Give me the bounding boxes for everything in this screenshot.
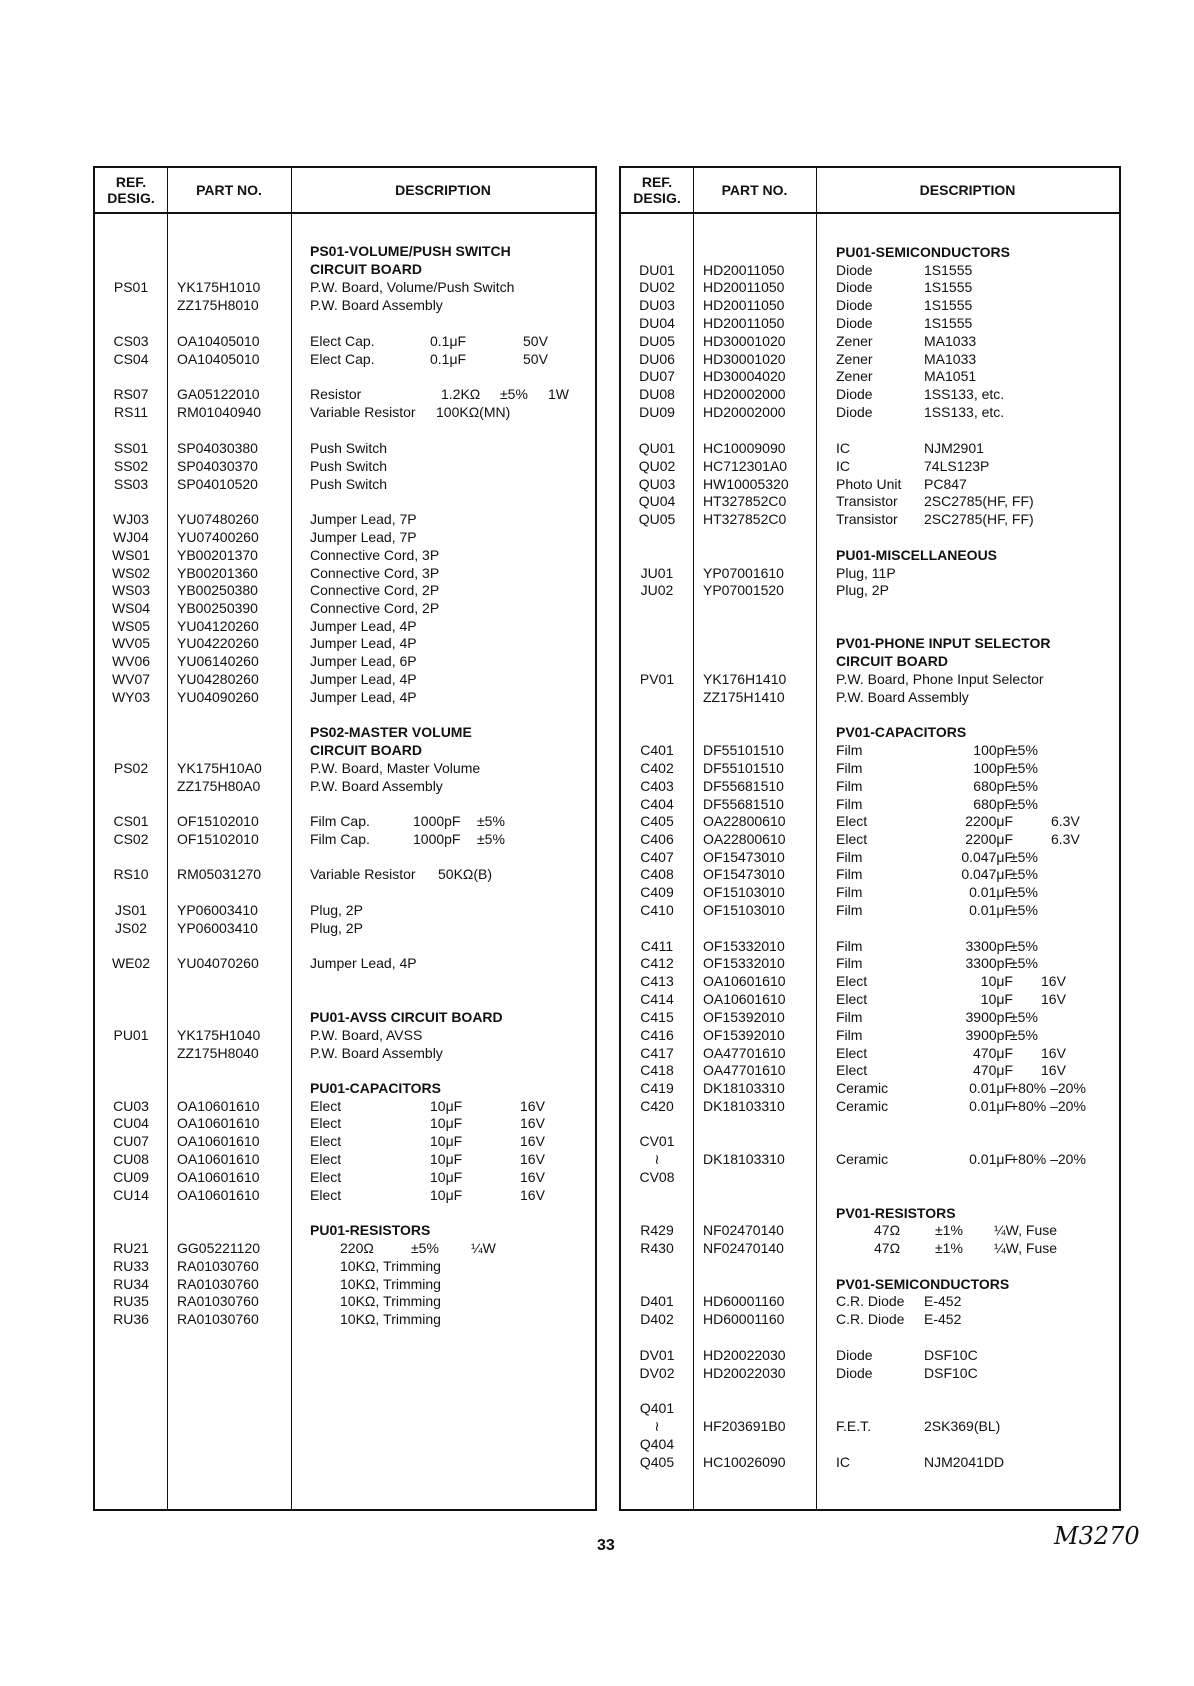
table-row: C410 OF15103010 Film 0.01μF ±5%: [640, 902, 1038, 918]
part-no-header: PART NO.: [196, 182, 262, 198]
table-row: PS02 YK175H10A0 P.W. Board, Master Volume: [113, 760, 481, 776]
section-heading: PS02-MASTER VOLUME: [310, 724, 472, 740]
section-heading: PS01-VOLUME/PUSH SWITCH: [310, 243, 511, 259]
table-row: C409 OF15103010 Film 0.01μF ±5%: [640, 884, 1038, 900]
section-heading: PU01-MISCELLANEOUS: [836, 547, 998, 563]
table-row: C414 OA10601610 Elect 10μF 16V: [640, 991, 1066, 1007]
table-row: C415 OF15392010 Film 3900pF ±5%: [640, 1009, 1038, 1025]
table-row: CU07 OA10601610 Elect 10μF 16V: [113, 1133, 545, 1149]
table-row: DU08 HD20002000 Diode 1SS133, etc.: [639, 386, 1005, 402]
table-row: C411 OF15332010 Film 3300pF ±5%: [640, 938, 1038, 954]
section-heading: CIRCUIT BOARD: [310, 742, 422, 758]
table-row: C403 DF55681510 Film 680pF ±5%: [640, 778, 1038, 794]
table-row: C406 OA22800610 Elect 2200μF 6.3V: [640, 831, 1080, 847]
table-row: D402 HD60001160 C.R. Diode E-452: [640, 1311, 962, 1327]
table-row: R430 NF02470140 47Ω ±1% ¼W, Fuse: [640, 1240, 1058, 1256]
table-row: WS02 YB00201360 Connective Cord, 3P: [111, 565, 440, 581]
right-parts-table: [619, 166, 1121, 1511]
table-row: CS01 OF15102010 Film Cap. 1000pF ±5%: [113, 813, 505, 829]
table-row: RU36 RA01030760 10KΩ, Trimming: [113, 1311, 441, 1327]
handwritten-note: M3270: [1054, 1522, 1140, 1550]
table-row: SS02 SP04030370 Push Switch: [113, 458, 388, 474]
table-row: CV08: [639, 1169, 675, 1185]
table-row: C405 OA22800610 Elect 2200μF 6.3V: [640, 813, 1080, 829]
table-row: CU09 OA10601610 Elect 10μF 16V: [113, 1169, 545, 1185]
table-row: WV07 YU04280260 Jumper Lead, 4P: [111, 671, 417, 687]
left-table-header: [95, 168, 595, 214]
section-heading: PU01-RESISTORS: [310, 1222, 431, 1238]
table-row: WV05 YU04220260 Jumper Lead, 4P: [111, 635, 417, 651]
table-row: JS02 YP06003410 Plug, 2P: [115, 920, 363, 936]
table-row: QU01 HC10009090 IC NJM2901: [638, 440, 984, 456]
table-row: DU01 HD20011050 Diode 1S1555: [639, 262, 973, 278]
table-row: C408 OF15473010 Film 0.047μF ±5%: [640, 866, 1038, 882]
table-row: WE02 YU04070260 Jumper Lead, 4P: [111, 955, 417, 971]
table-row: C418 OA47701610 Elect 470μF 16V: [640, 1062, 1066, 1078]
section-heading: CIRCUIT BOARD: [836, 653, 948, 669]
table-row: C419 DK18103310 Ceramic 0.01μF +80% –20%: [640, 1080, 1086, 1096]
table-row: D401 HD60001160 C.R. Diode E-452: [640, 1293, 962, 1309]
section-heading: PV01-RESISTORS: [836, 1205, 956, 1221]
table-row: JS01 YP06003410 Plug, 2P: [115, 902, 363, 918]
table-row: ZZ175H8010 P.W. Board Assembly: [177, 297, 443, 313]
table-row: WS04 YB00250390 Connective Cord, 2P: [111, 600, 440, 616]
table-row: PV01 YK176H1410 P.W. Board, Phone Input Selector: [639, 671, 1044, 687]
table-row: RU21 GG05221120 220Ω ±5% ¼W: [113, 1240, 496, 1256]
range-tilde-icon: ≀: [654, 1151, 660, 1167]
table-row: C416 OF15392010 Film 3900pF ±5%: [640, 1027, 1038, 1043]
part-no-header: PART NO.: [721, 182, 788, 198]
table-row: WS01 YB00201370 Connective Cord, 3P: [111, 547, 440, 563]
table-row: Q404: [639, 1436, 675, 1452]
table-row: DU02 HD20011050 Diode 1S1555: [639, 279, 973, 295]
description-header: DESCRIPTION: [919, 182, 1016, 198]
table-row: ZZ175H80A0 P.W. Board Assembly: [177, 778, 443, 794]
table-row: WJ03 YU07480260 Jumper Lead, 7P: [113, 511, 417, 527]
table-row: RS10 RM05031270 Variable Resistor 50KΩ(B): [113, 866, 493, 882]
section-heading: PU01-AVSS CIRCUIT BOARD: [310, 1009, 503, 1025]
table-row: DU07 HD30004020 Zener MA1051: [639, 368, 977, 384]
table-row: Q401: [639, 1400, 675, 1416]
table-row: JU02 YP07001520 Plug, 2P: [640, 582, 889, 598]
table-row: PU01 YK175H1040 P.W. Board, AVSS: [113, 1027, 423, 1043]
table-row: QU03 HW10005320 Photo Unit PC847: [638, 476, 967, 492]
table-row: DU05 HD30001020 Zener MA1033: [639, 333, 977, 349]
table-row: WV06 YU06140260 Jumper Lead, 6P: [111, 653, 417, 669]
section-heading: PV01-PHONE INPUT SELECTOR: [836, 635, 1051, 651]
table-row: WS03 YB00250380 Connective Cord, 2P: [111, 582, 440, 598]
table-row: DU09 HD20002000 Diode 1SS133, etc.: [639, 404, 1005, 420]
table-row: C420 DK18103310 Ceramic 0.01μF +80% –20%: [640, 1098, 1086, 1114]
table-row: C407 OF15473010 Film 0.047μF ±5%: [640, 849, 1038, 865]
page-number: 33: [597, 1537, 615, 1554]
left-parts-table: [93, 166, 597, 1511]
section-heading: CIRCUIT BOARD: [310, 261, 422, 277]
table-row: CS04 OA10405010 Elect Cap. 0.1μF 50V: [113, 351, 548, 367]
table-row: RU34 RA01030760 10KΩ, Trimming: [113, 1276, 441, 1292]
table-row: WS05 YU04120260 Jumper Lead, 4P: [111, 618, 417, 634]
table-row: ZZ175H1410 P.W. Board Assembly: [703, 689, 969, 705]
table-row: CU14 OA10601610 Elect 10μF 16V: [113, 1187, 545, 1203]
table-row: QU02 HC712301A0 IC 74LS123P: [638, 458, 990, 474]
table-row: SS01 SP04030380 Push Switch: [113, 440, 388, 456]
table-row: ≀ HF203691B0 F.E.T. 2SK369(BL): [621, 1418, 1119, 1436]
table-row: RU33 RA01030760 10KΩ, Trimming: [113, 1258, 441, 1274]
table-row: QU05 HT327852C0 Transistor 2SC2785(HF, FF): [638, 511, 1034, 527]
ref-desig-header: REF. DESIG.: [633, 174, 681, 206]
table-row: Q405 HC10026090 IC NJM2041DD: [639, 1454, 1005, 1470]
table-row: CS03 OA10405010 Elect Cap. 0.1μF 50V: [113, 333, 548, 349]
table-row: CV01: [639, 1133, 675, 1149]
table-row: C402 DF55101510 Film 100pF ±5%: [640, 760, 1038, 776]
table-row: CU08 OA10601610 Elect 10μF 16V: [113, 1151, 545, 1167]
table-row: CU04 OA10601610 Elect 10μF 16V: [113, 1115, 545, 1131]
section-heading: PU01-SEMICONDUCTORS: [836, 244, 1010, 260]
table-row: JU01 YP07001610 Plug, 11P: [640, 565, 896, 581]
table-row: RS11 RM01040940 Variable Resistor 100KΩ(MN): [114, 404, 511, 420]
table-row: DU03 HD20011050 Diode 1S1555: [639, 297, 973, 313]
right-table-header: [621, 168, 1119, 214]
table-row: DU04 HD20011050 Diode 1S1555: [639, 315, 973, 331]
table-row: C413 OA10601610 Elect 10μF 16V: [640, 973, 1066, 989]
ref-desig-header: REF. DESIG.: [107, 174, 155, 206]
table-row: DV01 HD20022030 Diode DSF10C: [639, 1347, 978, 1363]
section-heading: PV01-SEMICONDUCTORS: [836, 1276, 1010, 1292]
table-row: RS07 GA05122010 Resistor 1.2KΩ ±5% 1W: [113, 386, 569, 402]
table-row: C417 OA47701610 Elect 470μF 16V: [640, 1045, 1066, 1061]
table-row: CS02 OF15102010 Film Cap. 1000pF ±5%: [113, 831, 505, 847]
table-row: SS03 SP04010520 Push Switch: [113, 476, 388, 492]
table-row: RU35 RA01030760 10KΩ, Trimming: [113, 1293, 441, 1309]
table-row: C404 DF55681510 Film 680pF ±5%: [640, 796, 1038, 812]
table-row: C412 OF15332010 Film 3300pF ±5%: [640, 955, 1038, 971]
table-row: WJ04 YU07400260 Jumper Lead, 7P: [113, 529, 417, 545]
section-heading: PV01-CAPACITORS: [836, 724, 967, 740]
table-row: ZZ175H8040 P.W. Board Assembly: [177, 1045, 443, 1061]
table-row: DV02 HD20022030 Diode DSF10C: [639, 1365, 978, 1381]
table-row: QU04 HT327852C0 Transistor 2SC2785(HF, FF): [638, 493, 1034, 509]
table-row: WY03 YU04090260 Jumper Lead, 4P: [111, 689, 417, 705]
table-row: C401 DF55101510 Film 100pF ±5%: [640, 742, 1038, 758]
table-row: R429 NF02470140 47Ω ±1% ¼W, Fuse: [640, 1222, 1058, 1238]
section-heading: PU01-CAPACITORS: [310, 1080, 441, 1096]
table-row: DU06 HD30001020 Zener MA1033: [639, 351, 977, 367]
table-row: ≀ DK18103310 Ceramic 0.01μF +80% –20%: [621, 1151, 1119, 1169]
table-row: CU03 OA10601610 Elect 10μF 16V: [113, 1098, 545, 1114]
description-header: DESCRIPTION: [395, 182, 491, 198]
table-row: PS01 YK175H1010 P.W. Board, Volume/Push Switch: [113, 279, 515, 295]
range-tilde-icon: ≀: [654, 1418, 660, 1434]
